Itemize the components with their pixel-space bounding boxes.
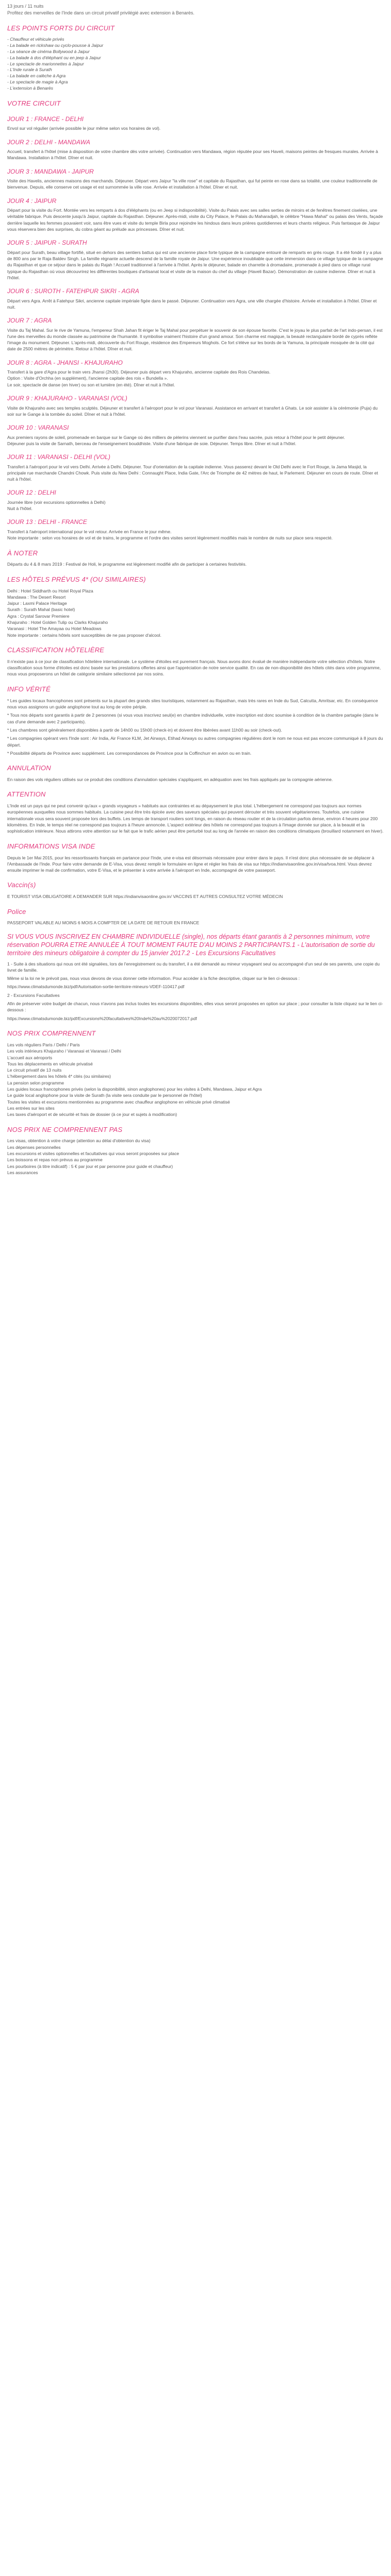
day-title: JOUR 7 : AGRA xyxy=(7,317,52,325)
day-text: Transfert à la gare d'Agra pour le train vers Jhansi (2h30). Déjeuner puis départ vers Khajuraho, ancienne capitale des Rois Chandelas. Option : Visite d'Orchha (en supplément), l'ancienne capitale des rois « Bundella ». Le soir, spectacle de danse (en hiver) ou son et lumière (en été). Dîner et nuit à l'hôtel. xyxy=(7,369,271,387)
includes-line: Les guides locaux francophones privés (selon la disponibilité, sinon anglophones) pour les visites à Delhi, Mandawa, Jaipur et Agra xyxy=(7,1087,262,1092)
price-includes-title: NOS PRIX COMPRENNENT xyxy=(7,1029,96,1038)
day-text: Journée libre (voir excursions optionnelles à Delhi) Nuit à l'hôtel. xyxy=(7,499,106,512)
day-title: JOUR 9 : KHAJURAHO - VARANASI (VOL) xyxy=(7,395,127,402)
highlight-item: - Le spectacle de magie à Agra xyxy=(7,79,68,85)
hotel-line: Khajuraho : Hotel Golden Tulip ou Clarks Khajuraho xyxy=(7,620,108,625)
highlight-item: - L'extension à Benarès xyxy=(7,86,54,91)
highlights-list xyxy=(7,37,384,92)
includes-line: Les taxes d'aéroport et de sécurité et frais de dossier (à ce jour et sujets à modification) xyxy=(7,1112,177,1117)
hotel-line: Note importante : certains hôtels sont susceptibles de ne pas proposer d'alcool. xyxy=(7,632,161,638)
highlight-item: - L'Inde rurale à Surath xyxy=(7,67,52,73)
visa-title: INFORMATIONS VISA INDE xyxy=(7,842,95,850)
hotel-line: Jaipur : Laxmi Palace Heritage xyxy=(7,601,67,606)
day-title: JOUR 3 : MANDAWA - JAIPUR xyxy=(7,167,94,175)
alert-paragraph: Afin de préserver votre budget de chacun, nous n'avons pas inclus toutes les excursions disponibles, elles vous seront proposées en option sur place ; pour consulter la liste cliquez sur le lien ci-dessous : xyxy=(7,1001,383,1013)
police-title: Police xyxy=(7,907,26,916)
warning-text: L'Inde est un pays qui ne peut convenir qu'aux « grands voyageurs » habitués aux contraintes et au dépaysement le plus total. L'hébergement ne correspond pas toujours aux normes européennes auxquelles nous sommes habitués. La cuisine peut être très épicée avec des saveurs spéciales qui peuvent dérouter et très souvent végétariennes. Toutefois, une cuisine internationale vous sera souvent proposée lors des buffets. Les temps de transport routiers sont longs, en raison du réseau routier et de la circulation parfois dense, environ 4 heures pour 200 kilomètres. En Inde, le temps réel ne correspond pas toujours à l'heure annoncée. L'aspect extérieur des hôtels ne correspond pas toujours à l'image donnée sur place, à la beauté et la sophistication intérieure. Nous attirons votre attention sur le fait que le trafic aérien peut être perturbé tout au long de l'année en raison des conditions climatiques (brouillard notamment en hiver). xyxy=(7,803,384,834)
day-title: JOUR 13 : DELHI - FRANCE xyxy=(7,518,87,526)
day-text: Visite de Khajuraho avec ses temples sculptés. Déjeuner et transfert à l'aéroport pour le vol pour Varanasi. Assistance en arrivant et transfert à Ghats. Le soir assister à la cérémonie (Puja) du soir sur le Gange à la tombée du soleil. Dîner et nuit à l'hôtel. xyxy=(7,405,378,417)
info-paragraph: * Tous nos départs sont garantis à partir de 2 personnes (si vous vous inscrivez seul(e) en chambre individuelle, votre inscription est donc soumise à condition de la chambre partagée (dans le cas d'une demande avec 2 participants). xyxy=(7,713,379,724)
alert-paragraph: 1 - Suite à des situations qui nous ont été signalées, lors de l'enregistrement ou du transfert, il a été demandé au mineur voyageant seul ou accompagné d'un seul de ses parents, une copie du livret de famille. xyxy=(7,961,380,973)
cancellation-title: ANNULATION xyxy=(7,764,51,772)
classification-text: Il n'existe pas à ce jour de classification hôtelière internationale. Le système d'étoiles est purement français. Nous avons donc évalué de manière indépendante votre sélection d'hôtels. Notre classification sous forme d'étoiles est donc basée sur les prestations offertes ainsi que l'appréciation de notre service qualité. En cas de non-disponibilité des hôtels cités dans votre programme, nous vous proposerons un hôtel de catégorie similaire sélectionné par nos soins. xyxy=(7,658,381,677)
day-title: JOUR 5 : JAIPUR - SURATH xyxy=(7,239,87,247)
day-title: JOUR 12 : DELHI xyxy=(7,489,56,497)
day-title: JOUR 8 : AGRA - JHANSI - KHAJURAHO xyxy=(7,359,123,366)
includes-line: Tous les déplacements en véhicule privatisé xyxy=(7,1061,93,1066)
day-text: Départ vers Agra. Arrêt à Fatehpur Sikri, ancienne capitale impériale figée dans le passé. Déjeuner. Continuation vers Agra, une ville chargée d'histoire. Arrivée et installation à l'hôtel. Dîner et nuit. xyxy=(7,298,377,310)
excursions-link[interactable]: https://www.climatsdumonde.biz/pdf/Excursions%20facultatives%20Inde%20au%2020072017.pdf xyxy=(7,1015,197,1021)
excludes-line: Les visas, obtention à votre charge (attention au délai d'obtention du visa) xyxy=(7,1138,151,1144)
info-paragraph: * Possibilité départs de Province avec supplément. Les correspondances de Province pour la Coffinchurr en avion ou en train. xyxy=(7,750,252,756)
alert-paragraph: 2 - Excursions Facultatives xyxy=(7,992,60,998)
day-text: Départ pour la visite du Fort. Montée vers les remparts à dos d'éléphants (ou en Jeep si indisponibilité). Visite du Palais avec ses salles serties de miroirs et de fenêtres finement ciselées, une véritable fabrique. Puis descente jusqu'à Jaipur, capitale du Rajasthan. Déjeuner. Après-midi, visite du City Palace, le Palais du Maharadjah, le célèbre "Hawa Mahal" ou palais des Vents, façade derrière laquelle les femmes pouvaient voir, sans être vues et visite du temple Birla pour rejoindre les hindous dans leurs prières quotidiennes et leurs chants religieux. Puis fantasque de Jaipur vous réservera bien des surprises, du cobra géant au prélude aux princesses. Dîner et nuit. xyxy=(7,207,383,232)
hotel-line: Agra : Crystal Sarovar Premiere xyxy=(7,613,70,619)
police-text: PASSEPORT VALABLE AU MOINS 6 MOIS A COMPTER DE LA DATE DE RETOUR EN FRANCE xyxy=(7,920,200,926)
hotels-list xyxy=(7,588,384,639)
warning-title: ATTENTION xyxy=(7,790,46,799)
note-text: Départs du 4 & 8 mars 2019 : Festival de Holi, le programme est légèrement modifié afin de participer à certaines festivités. xyxy=(7,562,247,567)
excludes-line: Les excursions et visites optionnelles et facultatives qui vous seront proposées sur place xyxy=(7,1151,180,1157)
highlight-item: - La balade en rickshaw ou cyclo-pousse à Jaipur xyxy=(7,42,104,48)
info-paragraph: * Les compagnies opérant vers l'Inde sont : Air India, Air France KLM, Jet Airways, Etihad Airways ou autres compagnies régulières dont le nom ne nous est pas encore communiqué à 8 jours du départ. xyxy=(7,736,383,748)
info-paragraph: * Les chambres sont généralement disponibles à partir de 14h00 ou 15h00 (check-in) et doivent être libérées avant 11h00 au soir (check-out). xyxy=(7,727,282,733)
includes-line: Les vols intérieurs Khajuraho / Varanasi et Varanasi / Delhi xyxy=(7,1048,121,1054)
circuit-title: VOTRE CIRCUIT xyxy=(7,99,61,107)
info-title: INFO VÉRITÉ xyxy=(7,685,51,693)
day-text: Aux premiers rayons de soleil, promenade en barque sur le Gange où des milliers de pèlerins viennent se purifier dans l'eau sacrée, puis retour à l'hôtel pour le petit déjeuner. Déjeuner puis la visite de Sarnath, berceau de l'enseignement bouddhiste. Visite d'une fabrique de soie. Déjeuner. Temps libre. Dîner et nuit à l'hôtel. xyxy=(7,434,345,446)
excludes-line: Les dépenses personnelles xyxy=(7,1144,61,1150)
itinerary xyxy=(7,115,384,541)
hotel-line: Mandawa : The Desert Resort xyxy=(7,594,66,600)
includes-line: Les entrées sur les sites xyxy=(7,1106,55,1111)
highlights-title: LES POINTS FORTS DU CIRCUIT xyxy=(7,24,115,32)
highlight-item: - La séance de cinéma Bollywood à Jaipur xyxy=(7,48,90,54)
highlight-item: - La balade en calèche à Agra xyxy=(7,73,66,79)
includes-line: L'hébergement dans les hôtels 4* cités (ou similaires) xyxy=(7,1074,111,1079)
hotels-title: LES HÔTELS PRÉVUS 4* (OU SIMILAIRES) xyxy=(7,575,146,583)
day-text: Envol sur vol régulier (arrivée possible le jour même selon vos horaires de vol). xyxy=(7,126,161,131)
hotel-line: Varanasi : Hotel The Amayaa ou Hotel Meadows xyxy=(7,626,102,632)
includes-line: L'accueil aux aéroports xyxy=(7,1055,53,1060)
page xyxy=(0,0,391,1181)
cancellation-text: En raison des vols réguliers utilisés sur ce produit des conditions d'annulation spéciales s'appliquent, en adéquation avec les frais appliqués par la compagnie aérienne. xyxy=(7,776,333,782)
day-text: Accueil, transfert à l'hôtel (mise à disposition de votre chambre dès votre arrivée). Continuation vers Mandawa, région réputée pour ses Haveli, maisons peintes de fresques murales. Arrivée à Mandawa. Installation à l'hôtel. Dîner et nuit. xyxy=(7,148,378,161)
alert-paragraph: Même si la loi ne le prévoit pas, nous vous devons de vous donner cette information. Pour accéder à la fiche descriptive, cliquer sur le lien ci-dessous : xyxy=(7,976,300,981)
price-includes-list xyxy=(7,1042,384,1118)
day-title: JOUR 1 : FRANCE - DELHI xyxy=(7,115,84,123)
minors-form-link[interactable]: https://www.climatsdumonde.biz/pdf/Autorisation-sortie-territoire-mineurs-VDEF-110417.pdf xyxy=(7,984,185,990)
excludes-line: Les pourboires (à titre indicatif) : 5 € par jour et par personne pour guide et chauffeur) xyxy=(7,1163,173,1169)
hotel-line: Surath : Surath Mahal (basic hotel) xyxy=(7,607,75,613)
day-text: Visite des Havelis, anciennes maisons des marchands. Déjeuner. Départ vers Jaipur "la ville rose" et capitale du Rajasthan, qui fut peinte en rose dans sa totalité, une couleur traditionnelle de bienvenue. Depuis, elle conserve cet usage et est surnommée la ville rose. Arrivée et installation à l'hôtel. Dîner et nuit. xyxy=(7,178,378,190)
includes-line: Le circuit privatif de 13 nuits xyxy=(7,1067,62,1073)
classification-title: CLASSIFICATION HÔTELIÈRE xyxy=(7,646,105,654)
excludes-line: Les boissons et repas non prévus au programme xyxy=(7,1157,103,1163)
trip-duration: 13 jours / 11 nuits xyxy=(7,4,44,9)
price-excludes-title: NOS PRIX NE COMPRENNENT PAS xyxy=(7,1125,123,1133)
highlight-item: - La balade à dos d'éléphant ou en jeep à Jaipur xyxy=(7,55,101,60)
includes-line: Toutes les visites et excursions mentionnées au programme avec chauffeur anglophone en véhicule privé climatisé xyxy=(7,1099,230,1105)
excludes-line: Les assurances xyxy=(7,1170,38,1176)
note-title: À NOTER xyxy=(7,549,38,557)
vaccines-title: Vaccin(s) xyxy=(7,881,36,889)
trip-subtitle: Profitez des merveilles de l'Inde dans un circuit privatif privilégié avec extension à Benarès. xyxy=(7,10,194,16)
includes-line: Les vols réguliers Paris / Delhi / Paris xyxy=(7,1042,80,1047)
hotel-line: Delhi : Hotel Siddharth ou Hotel Royal Plaza xyxy=(7,588,93,594)
price-excludes-list xyxy=(7,1138,384,1176)
visa-text: Depuis le 1er Mai 2015, pour les ressortissants français en partance pour l'Inde, une e-visa est désormais nécessaire pour entrer dans le pays. Il n'est donc plus nécessaire de se déplacer à l'Ambassade de l'Inde. Pour faire votre demande de E-Visa, vous devez remplir le formulaire en ligne et régler les frais de visa sur https://indianvisaonline.gov.in/visa/tvoa.html. Vous devrez ensuite imprimer le mail de confirmation, votre E-Visa, et le présenter à votre arrivée à l'aéroport en Inde, accompagné de votre passeport. xyxy=(7,855,374,873)
single-room-alert: SI VOUS VOUS INSCRIVEZ EN CHAMBRE INDIVIDUELLE (single), nos départs étant garantis à 2 personnes minimum, votre réservation POURRA ETRE ANNULÉE À TOUT MOMENT FAUTE D'AU MOINS 2 PARTICIPANTS.1 - L'autorisation de sortie du territoire des mineurs obligatoire à compter du 15 janvier 2017.2 - Les Excursions Facultatives xyxy=(7,933,375,957)
vaccines-text: E TOURIST VISA OBLIGATOIRE A DEMANDER SUR https://indianvisaonline.gov.in/ VACCINS ET AUTRES CONSULTEZ VOTRE MÉDECIN xyxy=(7,894,283,900)
day-text: Départ pour Surath, beau village fortifié, situé en dehors des sentiers battus qui est une ancienne place forte typique de la campagne entouré de remparts en grès rouge. Il a été fondé il y a plus de 800 ans par le Raja Baldev Singh. La famille régnante actuelle descend de la famille royale de Jaipur. Une expérience inoubliable que cette immersion dans ce village typique de la campagne du Rajasthan et que ce séjour dans le palais du Rajah ! Accueil traditionnel à l'arrivée à l'hôtel. Après le déjeuner, balade en charrette à dromadaire, promenade à pied dans ce village rural typique du Rajasthan où vous découvrirez les différentes boutiques d'artisanat local et visite de la maison du chef du village (Haveli Bazar). Démonstration de cuisine indienne. Dîner et nuit à l'hôtel. xyxy=(7,249,383,280)
day-title: JOUR 2 : DELHI - MANDAWA xyxy=(7,138,90,146)
includes-line: Le guide local anglophone pour la visite de Surath (la visite sera conduite par le personnel de l'hôtel) xyxy=(7,1093,202,1098)
includes-line: La pension selon programme xyxy=(7,1080,64,1086)
day-title: JOUR 4 : JAIPUR xyxy=(7,197,57,205)
day-title: JOUR 6 : SUROTH - FATEHPUR SIKRI - AGRA xyxy=(7,287,139,295)
day-text: Visite du Taj Mahal. Sur le rive de Yamuna, l'empereur Shah Jahan fit ériger le Taj Mahal pour perpétuer le souvenir de son épouse favorite. C'est le joyau le plus parfait de l'art indo-persan, il est l'une des merveilles du monde classée au patrimoine de l'humanité. Il symbolise vraiment l'histoire d'un grand amour. Son charme est magique, la beauté rectangulaire bordé de cyprès reflète l'image du monument. Déjeuner. L'après-midi, découverte du Fort Rouge, résidence des Empereurs Moghols. Ce fort s'élève sur les bords de la Yamuna, la principale mosquée de la cité qui date de 2500 mètres de périmètre. Retour à l'hôtel. Dîner et nuit. xyxy=(7,327,383,352)
day-text: Transfert à l'aéroport pour le vol vers Delhi. Arrivée à Delhi. Déjeuner. Tour d'orientation de la capitale indienne. Vous passerez devant le Old Delhi avec le Fort Rouge, la Jama Masjid, la principale rue marchande Chandni Chowk. Puis visite du New Delhi : Connaught Place, India Gate, l'Arc de Triomphe de 42 mètres de haut, le Parlement. Déjeuner en cours de route. Dîner et nuit à l'hôtel. xyxy=(7,464,378,482)
day-title: JOUR 11 : VARANASI - DELHI (VOL) xyxy=(7,453,110,461)
day-text: Transfert à l'aéroport international pour le vol retour. Arrivée en France le jour même. Note importante : selon vos horaires de vol et de trains, le programme et l'ordre des visites seront légèrement modifiés mais le nombre de nuits sur place sera respecté. xyxy=(7,529,333,541)
day-title: JOUR 10 : VARANASI xyxy=(7,424,69,432)
info-paragraph: * Les guides locaux francophones sont présents sur la plupart des grands sites touristiques, notamment au Rajasthan, mais très rares en Inde du Sud, Calcutta, Amritsar, etc. En conséquence nous vous assignons un guide anglophone tout au long de votre périple. xyxy=(7,698,378,709)
highlight-item: - Chauffeur et véhicule privés xyxy=(7,36,64,42)
highlight-item: - Le spectacle de marionnettes à Jaipur xyxy=(7,61,84,66)
